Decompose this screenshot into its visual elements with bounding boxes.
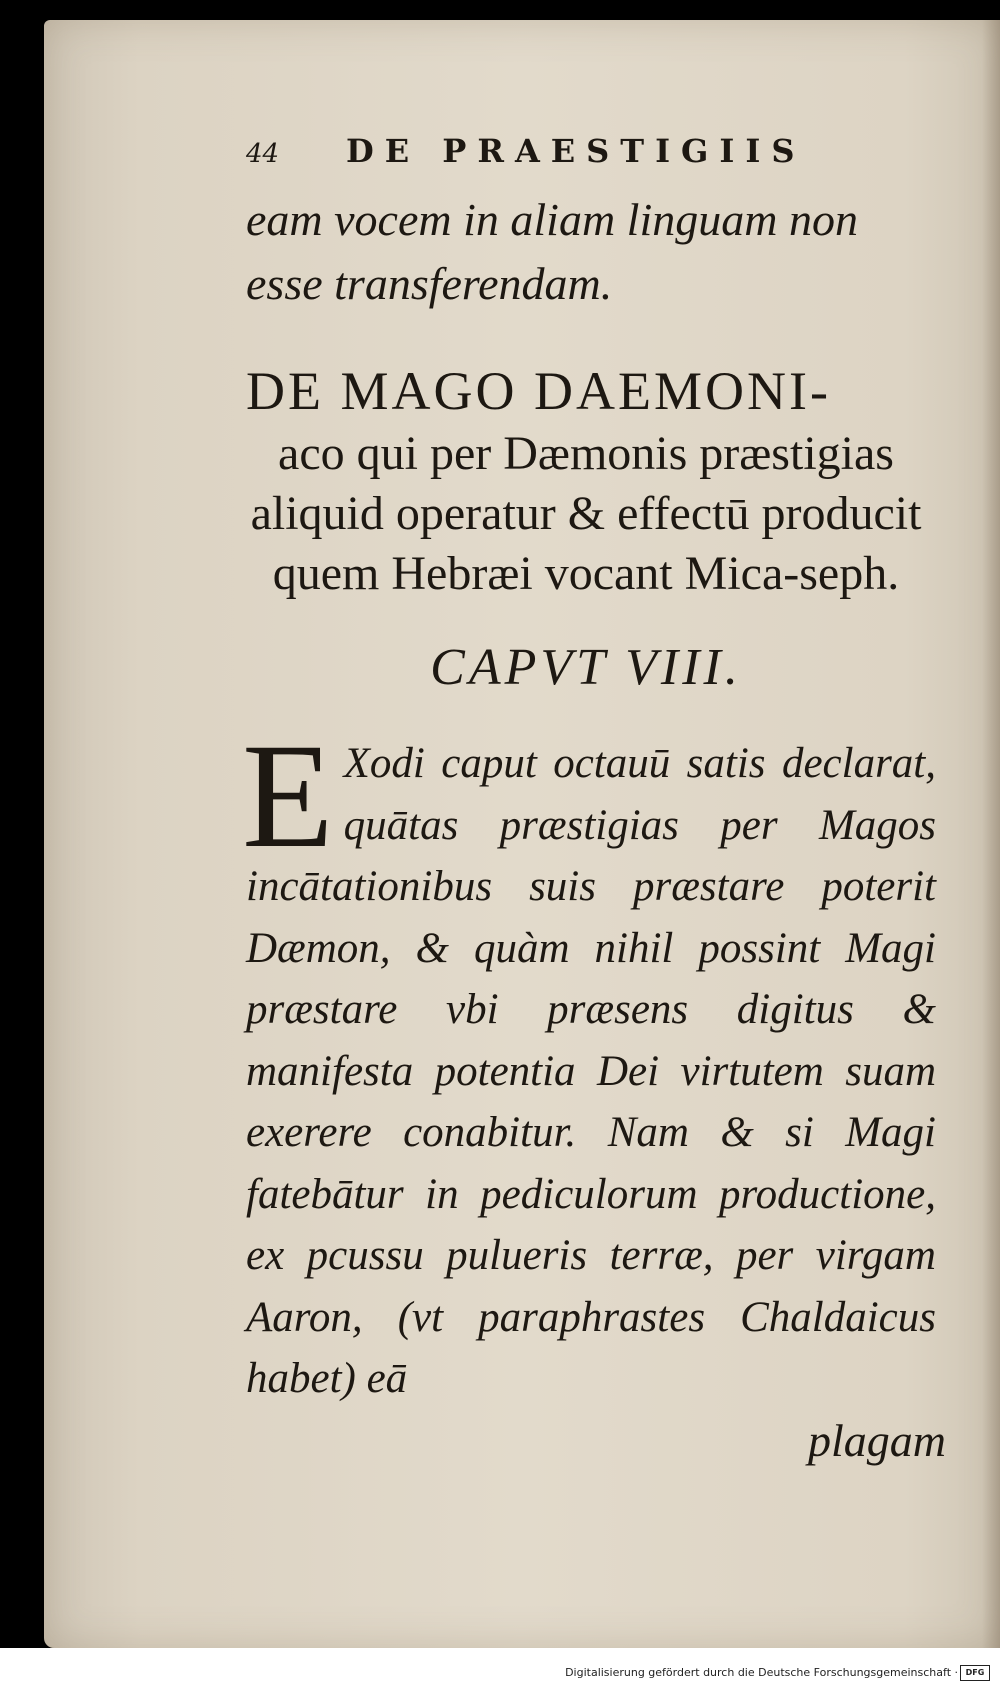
running-head (246, 132, 946, 184)
chapter-label: CAPVT VIII. (430, 639, 742, 696)
book-page (44, 20, 1000, 1648)
chapter-heading (246, 358, 926, 604)
running-head-title: DE PRAESTIGIIS (346, 132, 806, 170)
footer-credit: Digitalisierung gefördert durch die Deutsche Forschungsgemeinschaft · (565, 1666, 958, 1679)
body-paragraph (242, 713, 936, 1410)
footer-bar (0, 1648, 1000, 1689)
page-edge-shadow (982, 20, 1000, 1648)
drop-cap: E (242, 713, 334, 879)
body-text: Xodi caput octauū satis declarat, quātas præstigias per Magos incātationibus suis præstare poterit Dæmon, & quàm nihil possint Magi præstare vbi præsens digitus & manifesta potentia Dei virtutem suam exerere conabitur. Nam & si Magi fatebātur in pediculorum productione, ex pcussu pulueris terræ, per virgam Aaron, (vt paraphrastes Chaldaicus habet) eā (246, 740, 936, 1402)
chapter-heading-rest: aco qui per Dæmonis præstigias aliquid operatur & effectū producit quem Hebræi vocant Mica-seph. (250, 427, 922, 600)
chapter-heading-first-line: DE MAGO DAEMONI- (246, 361, 831, 421)
dfg-logo-icon: DFG (960, 1665, 990, 1681)
intro-text: eam vocem in aliam linguam non esse transferendam. (246, 194, 858, 309)
catchword: plagam (808, 1414, 946, 1466)
page-content (242, 132, 946, 1467)
page-number: 44 (246, 139, 280, 169)
